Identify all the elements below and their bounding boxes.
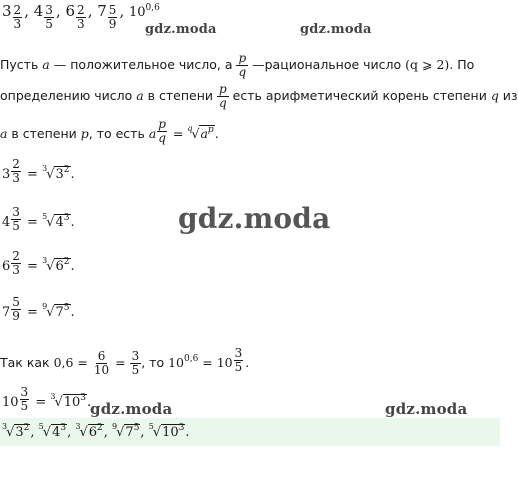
example-1: 3 $\frac{2}{3}$ = $^3√3^2$. — [2, 157, 75, 185]
watermark-bottom-left: gdz.moda — [90, 400, 173, 418]
watermark-top-left: gdz.moda — [145, 22, 217, 37]
intro-fraction-2: $\frac{p}{q}$ — [219, 82, 227, 110]
task-base-5: 10 — [129, 5, 146, 20]
example-5: 10 $\frac{3}{5}$ = $^3√10^3$. — [2, 385, 92, 413]
task-expression: 3 $\frac{2}{3}$ , 4 $\frac{3}{5}$ , 6 $\frac{2}{3}$ , 7 $\frac{5}{9}$ , 10$^{0,6}$ — [2, 2, 160, 31]
task-exp-3: $\frac{2}{3}$ — [77, 3, 85, 31]
answer-line: $^3√3^2$, $^5√4^3$, $^3√6^2$, $^9√7^5$, $^5√10^3$. — [2, 422, 190, 440]
decimal-fraction-1: $\frac{6}{10}$ — [93, 349, 110, 377]
radical-sign: √ — [191, 126, 200, 141]
decimal-fraction-2: $\frac{3}{5}$ — [131, 349, 140, 377]
task-base-1: 3 — [2, 2, 12, 20]
example-3: 6 $\frac{2}{3}$ = $^3√6^2$. — [2, 249, 75, 277]
task-base-4: 7 — [97, 2, 107, 20]
example-2: 4 $\frac{3}{5}$ = $^5√4^3$. — [2, 205, 75, 233]
task-exp-4: $\frac{5}{9}$ — [108, 3, 117, 31]
task-base-3: 6 — [65, 2, 76, 20]
decimal-exponent: $\frac{3}{5}$ — [234, 346, 243, 374]
decimal-line: Так как 0,6 = $\frac{6}{10}$ = $\frac{3}{5}$ , то $10^{0,6} = 10$ $\frac{3}{5}$ . — [0, 346, 250, 377]
task-exp-2: $\frac{3}{5}$ — [45, 3, 53, 31]
task-base-2: 4 — [33, 2, 44, 20]
intro-line-2: определению число a в степени $\frac{p}{q}$ есть арифметический корень степени q из — [0, 82, 518, 110]
intro-fraction-1: $\frac{p}{q}$ — [238, 51, 247, 79]
task-exp-1: $\frac{2}{3}$ — [13, 3, 22, 31]
watermark-top-right: gdz.moda — [300, 22, 372, 37]
watermark-center: gdz.moda — [178, 202, 331, 235]
example-4: 7 $\frac{5}{9}$ = $^9√7^5$. — [2, 295, 75, 323]
watermark-bottom-right: gdz.moda — [385, 400, 468, 418]
task-exp-5: 0,6 — [145, 3, 160, 13]
intro-line-1: Пусть a — положительное число, а $\frac{p}{q}$ —рациональное число (q ⩾ 2). По — [0, 51, 475, 79]
intro-line-3: a в степени p, то есть a $\frac{p}{q}$ = $^q√a^p$. — [0, 117, 219, 145]
intro-exponent: $\frac{p}{q}$ — [158, 117, 166, 145]
